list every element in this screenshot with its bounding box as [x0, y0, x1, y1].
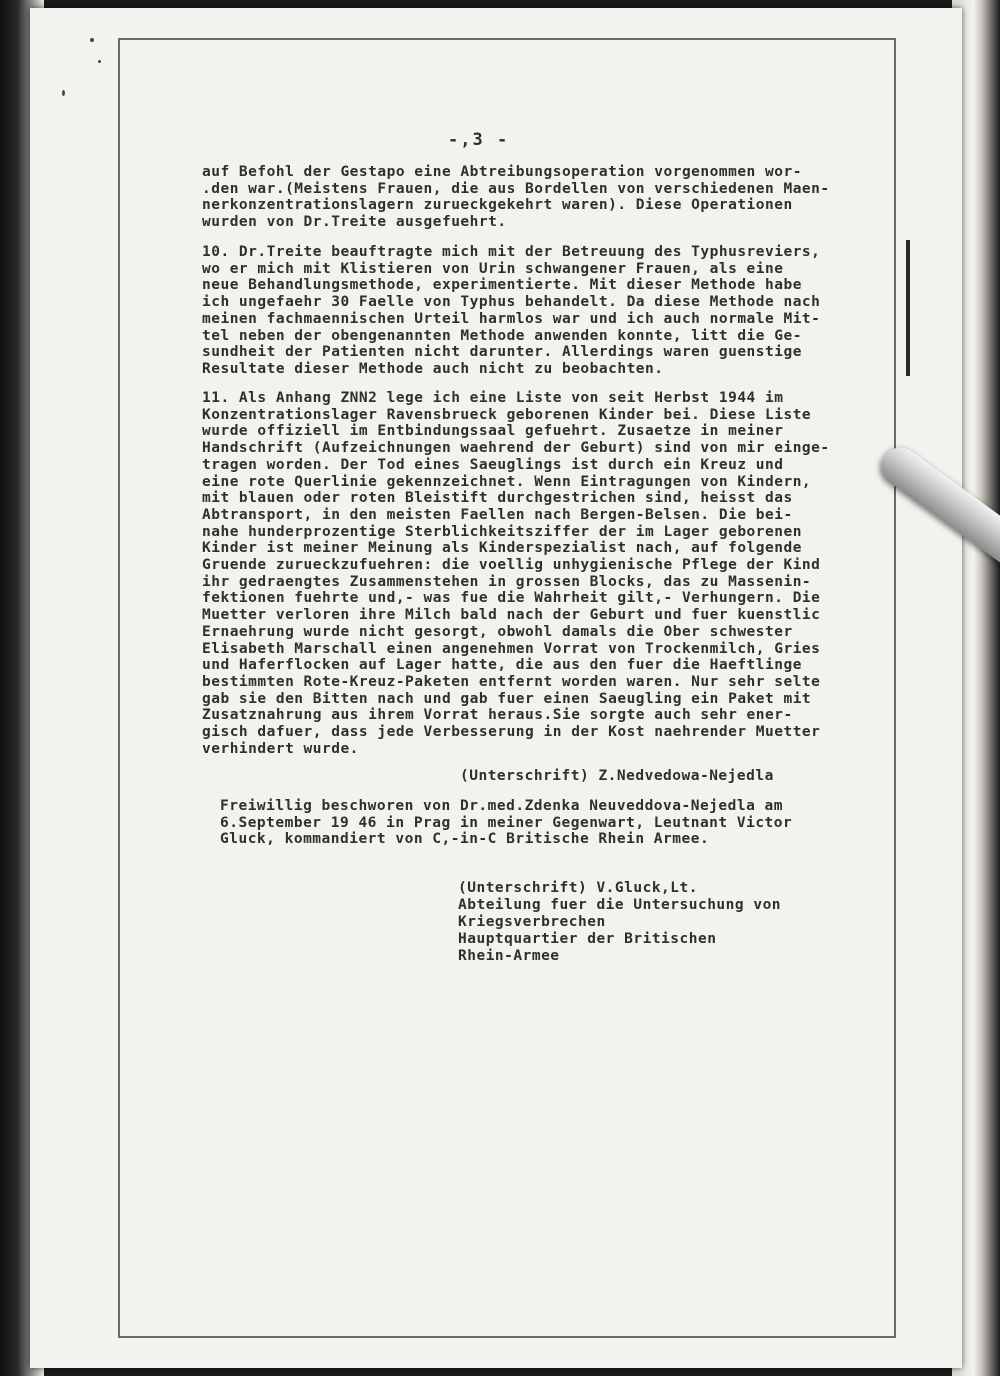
- paragraph-10: 10. Dr.Treite beauftragte mich mit der Betreuung des Typhusreviers, wo er mich mit Klistieren von Urin schwangener Frauen, als eine neue Behandlungsmethode, experimentierte. Mit dieser Methode habe ich ungefaehr 30 Faelle von Typhus behandelt. Da diese Methode nach meinen fachmaennischen Urteil harmlos war und ich auch normale Mit- tel neben der obengenannten Methode anwenden konnte, litt die Ge- sundheit der Patienten nicht darunter. Allerdings waren guenstige Resultate dieser Methode auch nicht zu beobachten.: [202, 244, 821, 377]
- ink-speck: [90, 38, 94, 42]
- sworn-statement: Freiwillig beschworen von Dr.med.Zdenka Neuveddova-Nejedla am 6.September 19 46 in Prag in meiner Gegenwart, Leutnant Victor Gluck, kommandiert von C,-in-C Britische Rhein Armee.: [220, 798, 793, 848]
- signature-nedvedowa: (Unterschrift) Z.Nedvedowa-Nejedla: [460, 768, 774, 784]
- signature-gluck: (Unterschrift) V.Gluck,Lt. Abteilung fuer die Untersuchung von Kriegsverbrechen Hauptquartier der Britischen Rhein-Armee: [458, 880, 782, 964]
- paragraph-11: 11. Als Anhang ZNN2 lege ich eine Liste von seit Herbst 1944 im Konzentrationslager Ravensbrueck geborenen Kinder bei. Diese Liste wurde offiziell im Entbindungssaal gefuehrt. Zusaetze in meiner Handschrift (Aufzeichnungen waehrend der Geburt) sind von mir einge- tragen worden. Der Tod eines Saeuglings ist durch ein Kreuz und eine rote Querlinie gekennzeichnet. Wenn Eintragungen von Kindern, mit blauen oder roten Bleistift durchgestrichen sind, heisst das Abtransport, in den meisten Faellen nach Bergen-Belsen. Die bei- nahe hunderprozentige Sterblichkeitsziffer der im Lager geborenen Kinder ist meiner Meinung als Kinderspezialist nach, auf folgende Gruende zurueckzufuehren: die voellig unhygienische Pflege der Kind ihr gedraengtes Zusammenstehen in grossen Blocks, das zu Massenin- fektionen fuehrte und,- was fue die Wahrheit gilt,- Verhungern. Die Muetter verloren ihre Milch bald nach der Geburt und fuer kuenstlic Ernaehrung wurde nicht gesorgt, obwohl damals die Ober schwester Elisabeth Marschall einen angenehmen Vorrat von Trockenmilch, Gries und Haferflocken auf Lager hatte, die aus den fuer die Haeftlinge bestimmten Rote-Kreuz-Paketen entfernt worden waren. Nur sehr selte gab sie den Bitten nach und gab fuer einen Saeugling ein Paket mit Zusatznahrung aus ihrem Vorrat heraus.Sie sorgte auch sehr ener- gisch dafuer, dass jede Verbesserung in der Kost naehrender Muetter verhindert wurde.: [202, 390, 830, 757]
- margin-mark: [906, 240, 910, 376]
- page-number: -,3 -: [448, 130, 510, 150]
- paragraph-9-end: auf Befohl der Gestapo eine Abtreibungsoperation vorgenommen wor- .den war.(Meistens Frauen, die aus Bordellen von verschiedenen Maen- nerkonzentrationslagern zurueckgekehrt waren). Diese Operationen wurden von Dr.Treite ausgefuehrt.: [202, 164, 830, 231]
- document-page: [30, 8, 962, 1368]
- ink-speck: [62, 90, 65, 96]
- ink-speck: [98, 60, 101, 63]
